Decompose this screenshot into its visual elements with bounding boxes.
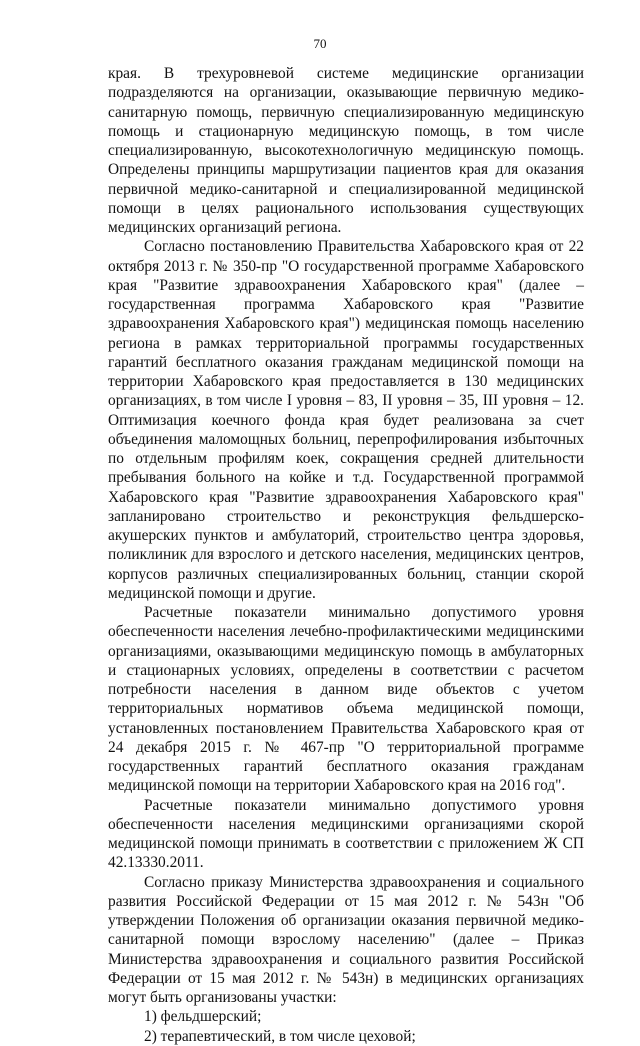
list-item-feldsher: 1) фельдшерский; <box>144 1008 262 1026</box>
list-item-therapeutic: 2) терапевтический, в том числе цеховой; <box>144 1027 416 1045</box>
paragraph-emergency-indicators: Расчетные показатели минимально допустимого уровня обеспеченности населения медицинскими организациями скорой медицинской помощи принимать в соответствии с приложением Ж СП 42.13330.2011. <box>108 796 584 872</box>
paragraph-continuation: края. В трехуровневой системе медицинские организации подразделяются на организации, оказывающие первичную медико-санитарную помощь, первичную специализированную медицинскую помощь и стационарную медицинскую помощь, в том числе специализированную, высокотехнологичную медицинскую помощь. Определены принципы маршрутизации пациентов края для оказания первичной медико-санитарной и специализированной медицинской помощи в целях рационального использования существующих медицинских организаций региона. <box>108 65 584 236</box>
paragraph-ambulatory-indicators: Расчетные показатели минимально допустимого уровня обеспеченности населения лечебно-профилактическими медицинскими организациями, оказывающими медицинскую помощь в амбулаторных и стационарных условиях, определены в соответствии с расчетом потребности населения в данном виде объектов с учетом территориальных нормативов объема медицинской помощи, установленных постановлением Правительства Хабаровского края от 24 декабря 2015 г. № 467-пр "О территориальной программе государственных гарантий бесплатного оказания гражданам медицинской помощи на территории Хабаровского края на 2016 год". <box>108 604 584 795</box>
page-body-text <box>108 64 584 1046</box>
page-number: 70 <box>313 36 327 51</box>
paragraph-order-543n: Согласно приказу Министерства здравоохранения и социального развития Российской Федерации от 15 мая 2012 г. № 543н "Об утверждении Положения об организации оказания первичной медико-санитарной помощи взрослому населению" (далее – Приказ Министерства здравоохранения и социального развития Российской Федерации от 15 мая 2012 г. № 543н) в медицинских организациях могут быть организованы участки: <box>108 873 584 1006</box>
paragraph-resolution-350: Согласно постановлению Правительства Хабаровского края от 22 октября 2013 г. № 350-пр "О государственной программе Хабаровского края "Развитие здравоохранения Хабаровского края" (далее – государственная программа Хабаровского края "Развитие здравоохранения Хабаровского края") медицинская помощь населению региона в рамках территориальной программы государственных гарантий бесплатного оказания гражданам медицинской помощи на территории Хабаровского края предоставляется в 130 медицинских организациях, в том числе I уровня – 83, II уровня – 35, III уровня – 12. Оптимизация коечного фонда края будет реализована за счет объединения маломощных больниц, перепрофилирования избыточных по отдельным профилям коек, сокращения средней длительности пребывания больного на койке и т.д. Государственной программой Хабаровского края "Развитие здравоохранения Хабаровского края" запланировано строительство и реконструкция фельдшерско-акушерских пунктов и амбулаторий, строительство центра здоровья, поликлиник для взрослого и детского населения, медицинских центров, корпусов различных специализированных больниц, станции скорой медицинской помощи и другие. <box>108 238 584 602</box>
